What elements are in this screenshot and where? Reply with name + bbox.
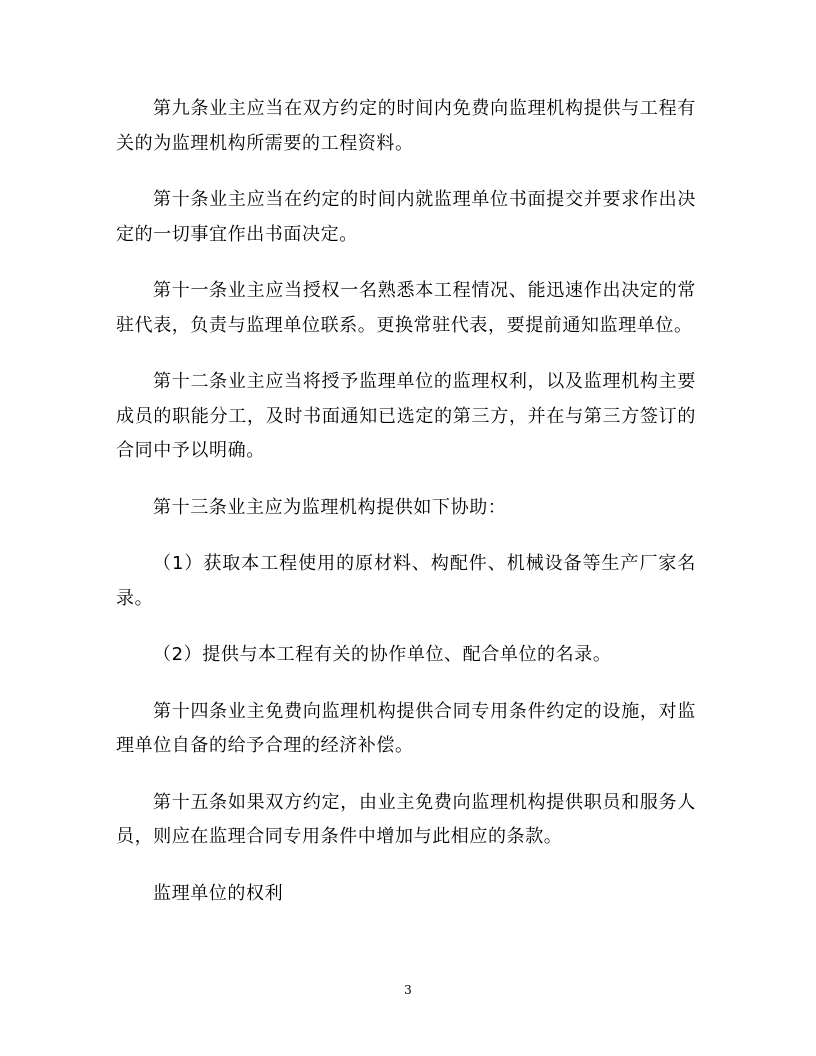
paragraph-article-11: 第十一条业主应当授权一名熟悉本工程情况、能迅速作出决定的常驻代表，负责与监理单位联系。更换常驻代表，要提前通知监理单位。 [116, 280, 696, 336]
paragraph-article-9: 第九条业主应当在双方约定的时间内免费向监理机构提供与工程有关的为监理机构所需要的工程资料。 [116, 98, 696, 154]
page-number: 3 [404, 983, 412, 997]
document-body [116, 92, 696, 933]
paragraph-article-13: 第十三条业主应为监理机构提供如下协助： [153, 496, 507, 518]
paragraph-article-14: 第十四条业主免费向监理机构提供合同专用条件约定的设施，对监理单位自备的给予合理的经济补偿。 [116, 700, 696, 756]
paragraph-item-2: （2）提供与本工程有关的协作单位、配合单位的名录。 [153, 644, 612, 665]
paragraph-article-15: 第十五条如果双方约定，由业主免费向监理机构提供职员和服务人员，则应在监理合同专用条件中增加与此相应的条款。 [116, 791, 696, 847]
paragraph-article-10: 第十条业主应当在约定的时间内就监理单位书面提交并要求作出决定的一切事宜作出书面决定。 [116, 189, 696, 245]
section-heading-supervisor-rights: 监理单位的权利 [153, 882, 284, 904]
paragraph-item-1: （1）获取本工程使用的原材料、构配件、机械设备等生产厂家名录。 [116, 553, 696, 609]
paragraph-article-12: 第十二条业主应当将授予监理单位的监理权利，以及监理机构主要成员的职能分工，及时书面通知已选定的第三方，并在与第三方签订的合同中予以明确。 [116, 371, 696, 461]
